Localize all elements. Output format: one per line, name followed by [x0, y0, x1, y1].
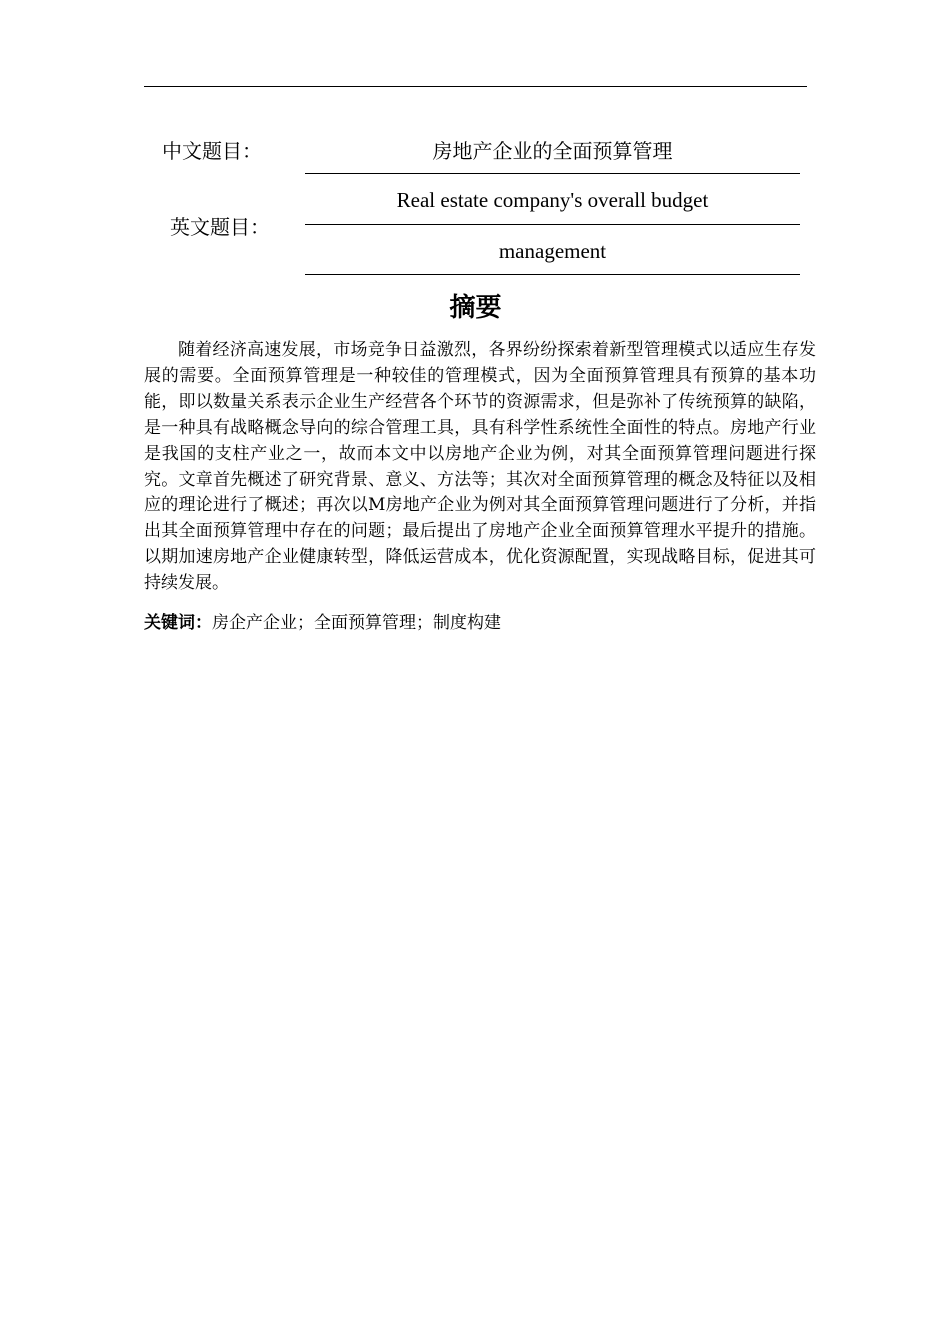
keywords-value: 房企产企业；全面预算管理；制度构建 — [212, 613, 501, 633]
keywords — [144, 610, 807, 636]
english-title-underline-2 — [305, 274, 800, 275]
chinese-title: 房地产企业的全面预算管理 — [432, 139, 673, 163]
chinese-title-label: 中文题目： — [162, 139, 262, 163]
abstract-heading: 摘要 — [449, 293, 502, 323]
english-title-line-2: management — [498, 239, 607, 263]
english-title-underline-1 — [305, 224, 800, 225]
header-rule — [144, 86, 807, 87]
chinese-title-underline — [305, 173, 800, 174]
english-title-line-1: Real estate company's overall budget — [396, 188, 709, 212]
keywords-label: 关键词： — [144, 613, 212, 633]
english-title-label: 英文题目： — [170, 215, 270, 239]
abstract-body: 随着经济高速发展，市场竞争日益激烈，各界纷纷探索着新型管理模式以适应生存发展的需要。全面预算管理是一种较佳的管理模式，因为全面预算管理具有预算的基本功能，即以数量关系表示企业生产经营各个环节的资源需求，但是弥补了传统预算的缺陷，是一种具有战略概念导向的综合管理工具，具有科学性系统性全面性的特点。房地产行业是我国的支柱产业之一，故而本文中以房地产企业为例，对其全面预算管理问题进行探究。文章首先概述了研究背景、意义、方法等；其次对全面预算管理的概念及特征以及相应的理论进行了概述；再次以M房地产企业为例对其全面预算管理问题进行了分析，并指出其全面预算管理中存在的问题；最后提出了房地产企业全面预算管理水平提升的措施。以期加速房地产企业健康转型，降低运营成本，优化资源配置，实现战略目标，促进其可持续发展。 — [144, 340, 816, 594]
